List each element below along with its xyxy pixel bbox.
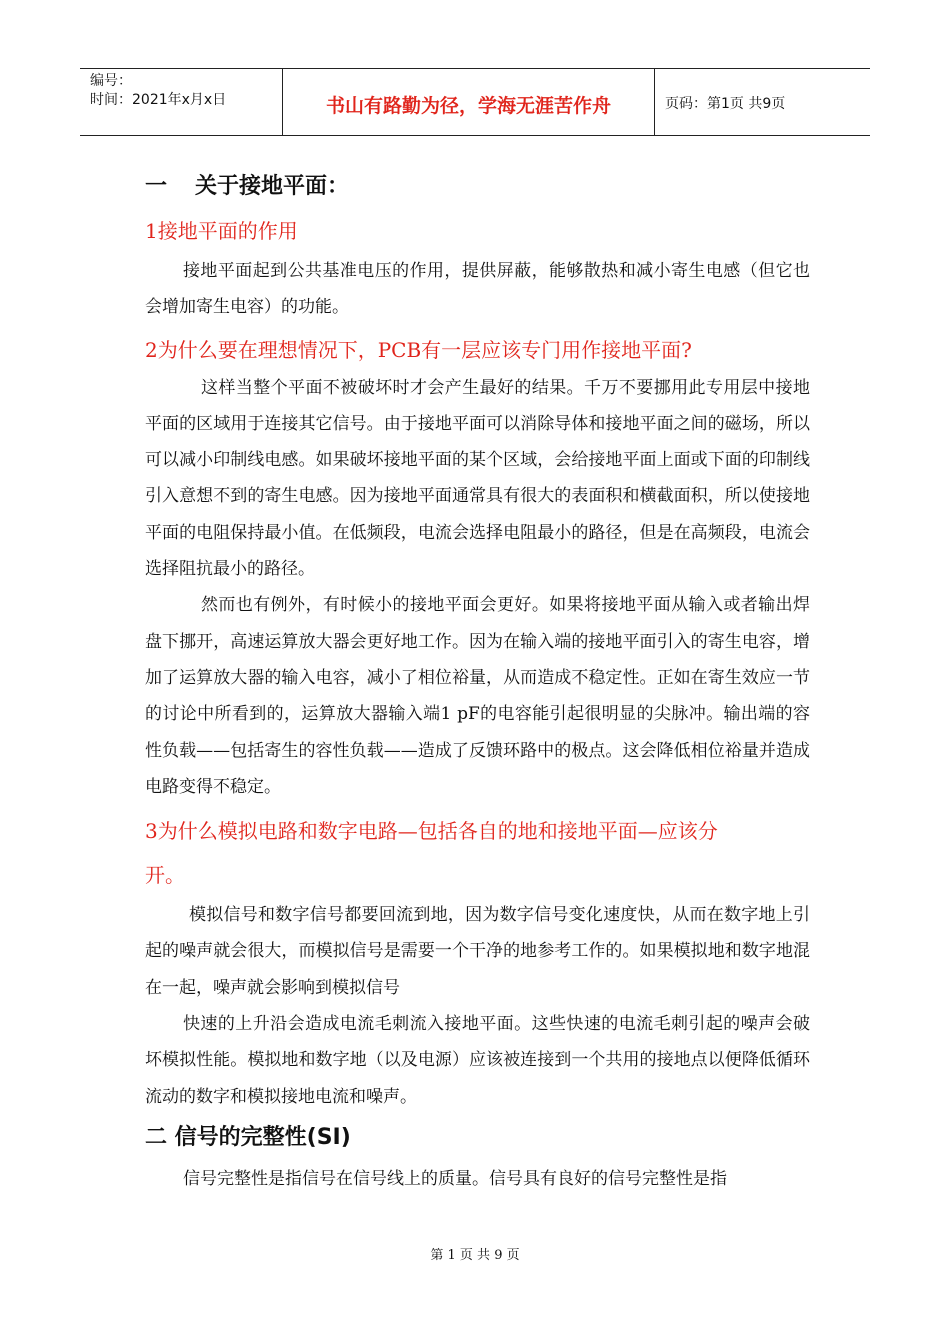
subsection-heading: 3为什么模拟电路和数字电路—包括各自的地和接地平面—应该分 <box>145 819 718 844</box>
subsection-heading: 2为什么要在理想情况下，PCB有一层应该专门用作接地平面? <box>145 337 692 362</box>
paragraph: 这样当整个平面不被破坏时才会产生最好的结果。千万不要挪用此专用层中接地平面的区域用于连接其它信号。由于接地平面可以消除导体和接地平面之间的磁场，所以可以减小印制线电感。如果破坏接地平面的某个区域，会给接地平面上面或下面的印制线引入意想不到的寄生电感。因为接地平面通常具有很大的表面积和横截面积，所以使接地平面的电阻保持最小值。在低频段，电流会选择电阻最小的路径，但是在高频段，电流会选择阻抗最小的路径。 <box>145 377 810 580</box>
document-body <box>145 165 810 1197</box>
paragraph: 接地平面起到公共基准电压的作用，提供屏蔽，能够散热和减小寄生电感（但它也会增加寄生电容）的功能。 <box>145 261 810 318</box>
section-heading-1 <box>145 165 810 209</box>
header-meta <box>80 69 283 135</box>
page-footer: 第 1 页 共 9 页 <box>430 1248 520 1263</box>
paragraph: 信号完整性是指信号在信号线上的质量。信号具有良好的信号完整性是指 <box>183 1168 727 1189</box>
header-motto: 书山有路勤为径，学海无涯苦作舟 <box>283 69 655 135</box>
time-label: 时间：2021年x月x日 <box>90 92 227 108</box>
paragraph: 快速的上升沿会造成电流毛刺流入接地平面。这些快速的电流毛刺引起的噪声会破坏模拟性能。模拟地和数字地（以及电源）应该被连接到一个共用的接地点以便降低循环流动的数字和模拟接地电流和噪声。 <box>145 1014 810 1107</box>
code-label: 编号： <box>90 73 132 89</box>
subsection-heading: 1接地平面的作用 <box>145 219 298 243</box>
section-title: 关于接地平面： <box>195 174 350 199</box>
paragraph: 然而也有例外，有时候小的接地平面会更好。如果将接地平面从输入或者输出焊盘下挪开，高速运算放大器会更好地工作。因为在输入端的接地平面引入的寄生电容，增加了运算放大器的输入电容，减小了相位裕量，从而造成不稳定性。正如在寄生效应一节的讨论中所看到的，运算放大器输入端1 pF的电容能引起很明显的尖脉冲。输出端的容性负载——包括寄生的容性负载——造成了反馈环路中的极点。这会降低相位裕量并造成电路变得不稳定。 <box>145 595 810 797</box>
paragraph: 模拟信号和数字信号都要回流到地，因为数字信号变化速度快，从而在数字地上引起的噪声就会很大，而模拟信号是需要一个干净的地参考工作的。如果模拟地和数字地混在一起，噪声就会影响到模拟信号 <box>145 905 810 998</box>
section-heading-2: 二 信号的完整性(SI) <box>145 1124 351 1150</box>
section-number: 一 <box>145 174 168 199</box>
subsection-heading-cont: 开。 <box>145 863 185 888</box>
header-page-info: 页码：第1页 共9页 <box>665 96 786 112</box>
header-table <box>80 68 870 136</box>
